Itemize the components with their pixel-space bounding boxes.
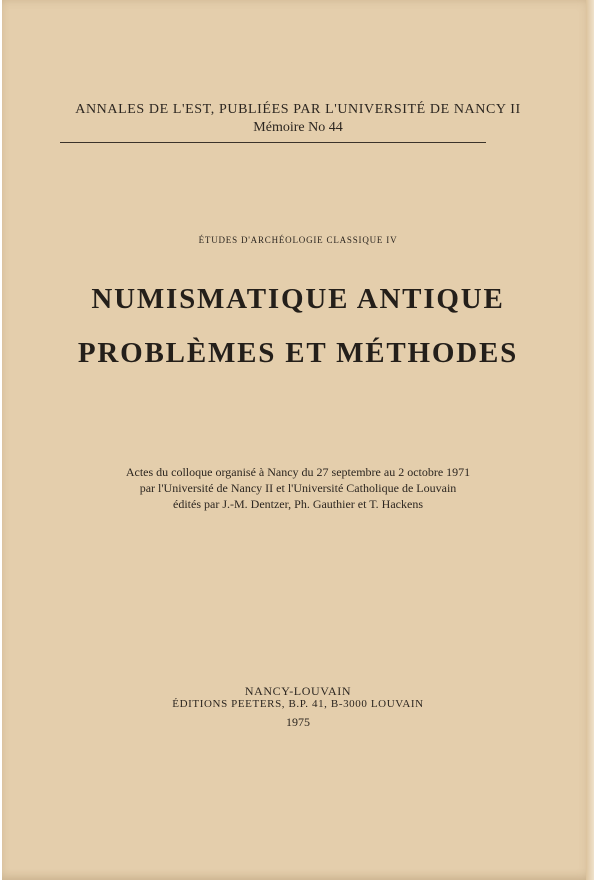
description-line-1: Actes du colloque organisé à Nancy du 27 septembre au 2 octobre 1971: [125, 465, 471, 479]
publisher-place: NANCY-LOUVAIN: [244, 684, 352, 698]
book-cover: [2, 0, 594, 880]
header-divider: [60, 142, 486, 143]
description-line-3: édités par J.-M. Dentzer, Ph. Gauthier et T. Hackens: [173, 497, 423, 511]
publication-year: 1975: [286, 715, 310, 729]
series-title: ANNALES DE L'EST, PUBLIÉES PAR L'UNIVERSITÉ DE NANCY II: [75, 102, 521, 117]
main-title-line-1: NUMISMATIQUE ANTIQUE: [91, 283, 505, 315]
description-line-2: par l'Université de Nancy II et l'Université Catholique de Louvain: [139, 481, 457, 495]
cover-edge: [586, 0, 594, 880]
publisher-name: ÉDITIONS PEETERS, B.P. 41, B-3000 LOUVAIN: [172, 698, 424, 710]
subseries-title: ÉTUDES D'ARCHÉOLOGIE CLASSIQUE IV: [198, 235, 398, 245]
main-title-line-2: PROBLÈMES ET MÉTHODES: [77, 337, 519, 369]
memoire-number: Mémoire No 44: [253, 120, 343, 135]
